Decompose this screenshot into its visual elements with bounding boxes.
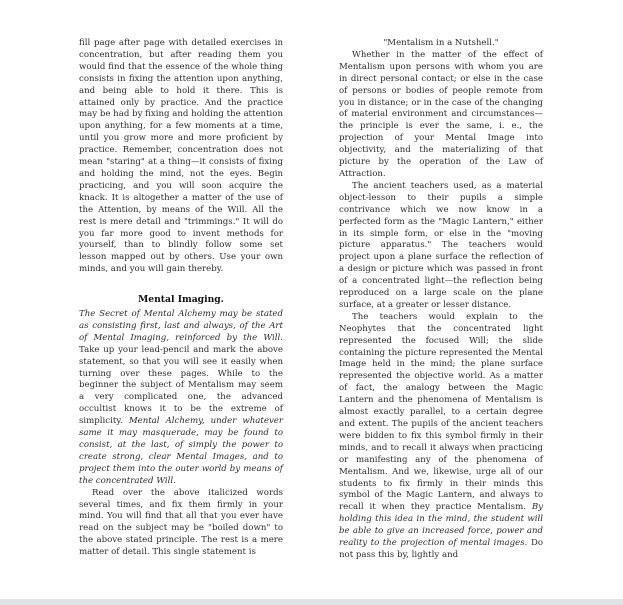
right-paragraph-3: The ancient teachers used, as a material object-lesson to their pupils a simple contrivance which we now know in a perfected form as the "Magic Lantern," either in its simple form, or else in the "moving picture apparatus." The teachers would project upon a plane surface the reflection of a design or picture which was passed in front of a concentrated light—the reflection being reproduced on a large scale on the plane surface, at a greater or lesser distance. [339, 180, 543, 310]
right-column [339, 38, 543, 562]
right-paragraph-4-end: Do not pass this by, lightly and [339, 538, 544, 560]
italic-statement: The Secret of Mental Alchemy may be stated as consisting first, last and always, of the Art of Mental Imaging, reinforced by the Will. [79, 309, 283, 343]
italic-statement-3: By holding this idea in the mind, the student will be able to give an increased force, power and reality to the projection of mental images. [339, 502, 543, 549]
right-paragraph-4 [339, 312, 543, 562]
left-paragraph-2-text: Take up your lead-pencil and mark the above statement, so that you will see it easily when turning over these pages. While to the beginner the subject of Mentalism may seem a very complicated one, the advanced occultist knows it to be the extreme of simplicity. [79, 344, 283, 427]
left-column [79, 38, 283, 559]
right-paragraph-2: Whether in the matter of the effect of Mentalism upon persons with whom you are in direct personal contact; or else in the case of persons or bodies of people remote from you in distance; or in the case of the changing of material environment and circumstances—the principle is ever the same, i. e., the projection of your Mental Image into objectivity, and the materializing of that picture by the operation of the Law of Attraction. [339, 49, 543, 179]
right-paragraph-4-text: The teachers would explain to the Neophytes that the concentrated light represented the focused Will; the slide containing the picture represented the Mental Image held in the mind; the plane surface represented the objective world. As a matter of fact, the analogy between the Magic Lantern and the phenomena of Mentalism is almost exactly parallel, to a certain degree and extent. The pupils of the ancient teachers were bidden to fix this symbol firmly in their minds, and to recall it always when practicing or manifesting any of the phenomena of Mentalism. And we, likewise, urge all of our students to fix firmly in their minds this symbol of the Magic Lantern, and always to recall it when they practice Mentalism. [339, 311, 543, 513]
section-heading: Mental Imaging. [138, 294, 224, 306]
italic-statement-2: Mental Alchemy, under whatever same it may masquerade, may be found to consist, at the last, of simply the power to create strong, clear Mental Images, and to project them into the outer world by means of the concentrated Will. [79, 416, 284, 486]
left-paragraph-3: Read over the above italicized words several times, and fix them firmly in your mind. You will find that all that you ever have read on the subject may be "boiled down" to the above stated principle. The rest is a mere matter of detail. This single statement is [79, 487, 283, 558]
right-paragraph-1: "Mentalism in a Nutshell." [383, 38, 499, 48]
left-paragraph-2 [79, 309, 283, 488]
left-paragraph-1: fill page after page with detailed exercises in concentration, but after reading them you would find that the essence of the whole thing consists in fixing the attention upon anything, and being able to hold it there. This is attained only by practice. And the practice may be had by fixing and holding the attention upon anything, for a few moments at a time, until you grow more and more proficient by practice. Remember, concentration does not mean "staring" at a thing—it consists of fixing and holding the mind, not the eyes. Begin practicing, and you will soon acquire the knack. It is altogether a matter of the use of the Attention, by means of the Will. All the rest is mere detail and "trimmings." It will do you far more good to invent methods for yourself, than to blindly follow some set lesson mapped out by others. Use your own minds, and you will gain thereby. [79, 38, 283, 275]
bottom-border [0, 599, 623, 605]
